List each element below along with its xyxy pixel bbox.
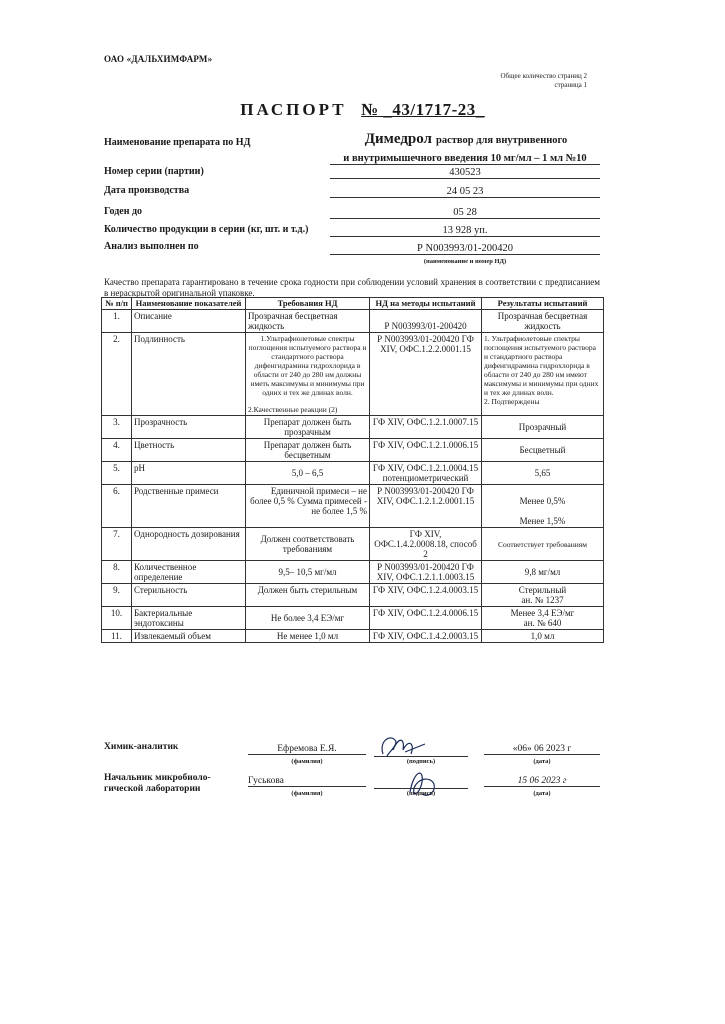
row-number: 6. <box>102 485 132 528</box>
row-indicator: Прозрачность <box>132 416 246 439</box>
quality-note: Качество препарата гарантировано в течение срока годности при соблюдении условий хранения в соответствии с предписанием в нераскрытой оригинальной упаковке. <box>104 277 600 298</box>
page-current: страница 1 <box>554 81 587 89</box>
drug-name-block <box>330 130 602 149</box>
title-word: ПАСПОРТ <box>240 100 347 119</box>
document-title <box>0 100 725 120</box>
table-row <box>102 333 604 416</box>
result-part-1: Менее 3,4 ЕЭ/мг <box>510 608 575 618</box>
head-name: Гуськова <box>248 776 366 787</box>
row-requirement: Не более 3,4 ЕЭ/мг <box>246 607 370 630</box>
row-result: 9,8 мг/мл <box>482 561 604 584</box>
row-result: Бесцветный <box>482 439 604 462</box>
row-requirement <box>246 333 370 416</box>
requirement-part-2: 2.Качественные реакции (2) <box>248 405 338 414</box>
pages-total: Общее количество страниц 2 <box>500 72 587 80</box>
row-requirement: 9,5– 10,5 мг/мл <box>246 561 370 584</box>
company-name: ОАО «ДАЛЬХИМФАРМ» <box>104 54 213 64</box>
analysis-value: Р N003993/01-200420 <box>330 243 600 255</box>
head-label <box>104 773 211 795</box>
row-method: ГФ XIV, ОФС.1.2.1.0004.15 потенциометрический <box>370 462 482 485</box>
chemist-name: Ефремова Е.Я. <box>248 744 366 755</box>
row-indicator: Подлинность <box>132 333 246 416</box>
chemist-surname-caption: (фамилия) <box>291 758 323 765</box>
row-result: 5,65 <box>482 462 604 485</box>
series-label: Номер серии (партии) <box>104 166 204 177</box>
header-result: Результаты испытаний <box>482 298 604 310</box>
header-number: № п/п <box>102 298 132 310</box>
table-row <box>102 416 604 439</box>
head-label-line-1: Начальник микробиоло- <box>104 773 211 783</box>
chemist-date-caption: (дата) <box>533 758 551 765</box>
result-part-1: 1. Ультрафиолетовые спектры поглощения испытуемого раствора и стандартного раствора дифенгидрамина гидрохлорида в области от 240 до 280 нм имеют максимумы и минимумы при одних и тех же длинах волн. <box>484 334 599 397</box>
row-indicator: Описание <box>132 310 246 333</box>
row-number: 5. <box>102 462 132 485</box>
chemist-sign-caption: (подпись) <box>406 758 436 765</box>
table-row <box>102 485 604 528</box>
requirement-part-1: 1.Ультрафиолетовые спектры поглощения испытуемого раствора и стандартного раствора дифенгидрамина гидрохлорида в области от 240 до 280 нм должны иметь максимумы и минимумы при одних и тех же длинах волн. <box>248 334 367 397</box>
row-requirement: Препарат должен быть прозрачным <box>246 416 370 439</box>
result-part-1: Менее 0,5% <box>519 496 566 506</box>
row-number: 3. <box>102 416 132 439</box>
result-part-2: Менее 1,5% <box>519 516 566 526</box>
drug-desc-1: раствор для внутривенного <box>435 135 568 146</box>
table-row <box>102 439 604 462</box>
row-indicator: pH <box>132 462 246 485</box>
result-part-2: ан. № 1237 <box>521 595 564 605</box>
drug-desc-2: и внутримышечного введения 10 мг/мл – 1 мл №10 <box>330 153 600 165</box>
row-indicator: Родственные примеси <box>132 485 246 528</box>
row-method: ГФ XIV, ОФС.1.4.2.0003.15 <box>370 630 482 643</box>
table-header-row <box>102 298 604 310</box>
row-method: ГФ XIV, ОФС.1.2.4.0003.15 <box>370 584 482 607</box>
row-requirement: Не менее 1,0 мл <box>246 630 370 643</box>
row-result: Прозрачный <box>482 416 604 439</box>
row-requirement: Единичной примеси – не более 0,5 % Сумма примесей - не более 1,5 % <box>246 485 370 528</box>
row-number: 2. <box>102 333 132 416</box>
row-indicator: Однородность дозирования <box>132 528 246 561</box>
row-requirement: Препарат должен быть бесцветным <box>246 439 370 462</box>
row-method: ГФ XIV, ОФС.1.2.1.0007.15 <box>370 416 482 439</box>
series-value: 430523 <box>330 167 600 179</box>
row-indicator: Количественное определение <box>132 561 246 584</box>
passport-number: № _43/1717-23_ <box>361 100 485 119</box>
row-method: Р N003993/01-200420 ГФ XIV, ОФС.1.2.1.1.0003.15 <box>370 561 482 584</box>
result-part-2: 2. Подтверждены <box>484 397 540 406</box>
table-row <box>102 462 604 485</box>
row-number: 11. <box>102 630 132 643</box>
production-date-value: 24 05 23 <box>330 186 600 198</box>
row-number: 9. <box>102 584 132 607</box>
page-counter <box>501 72 588 90</box>
row-number: 7. <box>102 528 132 561</box>
table-row <box>102 607 604 630</box>
row-result <box>482 485 604 528</box>
row-requirement: Должен соответствовать требованиям <box>246 528 370 561</box>
analysis-caption: (наименование и номер НД) <box>423 258 507 265</box>
row-result <box>482 333 604 416</box>
row-method: Р N003993/01-200420 <box>370 310 482 333</box>
head-signature <box>400 764 450 804</box>
table-row <box>102 310 604 333</box>
row-requirement: Должен быть стерильным <box>246 584 370 607</box>
test-results-table <box>101 297 604 643</box>
head-surname-caption: (фамилия) <box>291 790 323 797</box>
head-label-line-2: гической лаборатории <box>104 784 201 794</box>
row-result <box>482 584 604 607</box>
row-number: 10. <box>102 607 132 630</box>
production-date-label: Дата производства <box>104 185 190 196</box>
row-method: Р N003993/01-200420 ГФ XIV, ОФС.1.2.1.2.0001.15 <box>370 485 482 528</box>
table-row <box>102 630 604 643</box>
row-method: ГФ XIV, ОФС.1.4.2.0008.18, способ 2 <box>370 528 482 561</box>
drug-label: Наименование препарата по НД <box>104 137 251 148</box>
analysis-label: Анализ выполнен по <box>104 241 199 252</box>
row-number: 4. <box>102 439 132 462</box>
row-indicator: Цветность <box>132 439 246 462</box>
quantity-value: 13 928 уп. <box>330 225 600 237</box>
table-row <box>102 584 604 607</box>
result-part-1: Стерильный <box>518 585 567 595</box>
row-indicator: Бактериальные эндотоксины <box>132 607 246 630</box>
head-date-caption: (дата) <box>533 790 551 797</box>
drug-name: Димедрол <box>364 131 432 147</box>
expiry-label: Годен до <box>104 206 143 217</box>
row-result: Прозрачная бесцветная жидкость <box>482 310 604 333</box>
row-result: Соответствует требованиям <box>482 528 604 561</box>
row-number: 8. <box>102 561 132 584</box>
result-part-2: ан. № 640 <box>523 618 562 628</box>
head-sign-caption: (подпись) <box>406 790 436 797</box>
table-row <box>102 561 604 584</box>
header-method: НД на методы испытаний <box>370 298 482 310</box>
row-requirement: Прозрачная бесцветная жидкость <box>246 310 370 333</box>
row-number: 1. <box>102 310 132 333</box>
row-indicator: Извлекаемый объем <box>132 630 246 643</box>
row-method: Р N003993/01-200420 ГФ XIV, ОФС.1.2.2.0001.15 <box>370 333 482 416</box>
row-requirement: 5,0 – 6,5 <box>246 462 370 485</box>
header-indicator: Наименование показателей <box>132 298 246 310</box>
row-method: ГФ XIV, ОФС.1.2.1.0006.15 <box>370 439 482 462</box>
head-date: 15 06 2023 г <box>484 776 600 787</box>
quantity-label: Количество продукции в серии (кг, шт. и т.д.) <box>104 224 309 235</box>
chemist-label: Химик-аналитик <box>104 742 179 752</box>
row-method: ГФ XIV, ОФС.1.2.4.0006.15 <box>370 607 482 630</box>
row-result <box>482 607 604 630</box>
header-requirement: Требования НД <box>246 298 370 310</box>
row-indicator: Стерильность <box>132 584 246 607</box>
table-row <box>102 528 604 561</box>
row-result: 1,0 мл <box>482 630 604 643</box>
chemist-date: «06» 06 2023 г <box>484 744 600 755</box>
expiry-value: 05 28 <box>330 207 600 219</box>
